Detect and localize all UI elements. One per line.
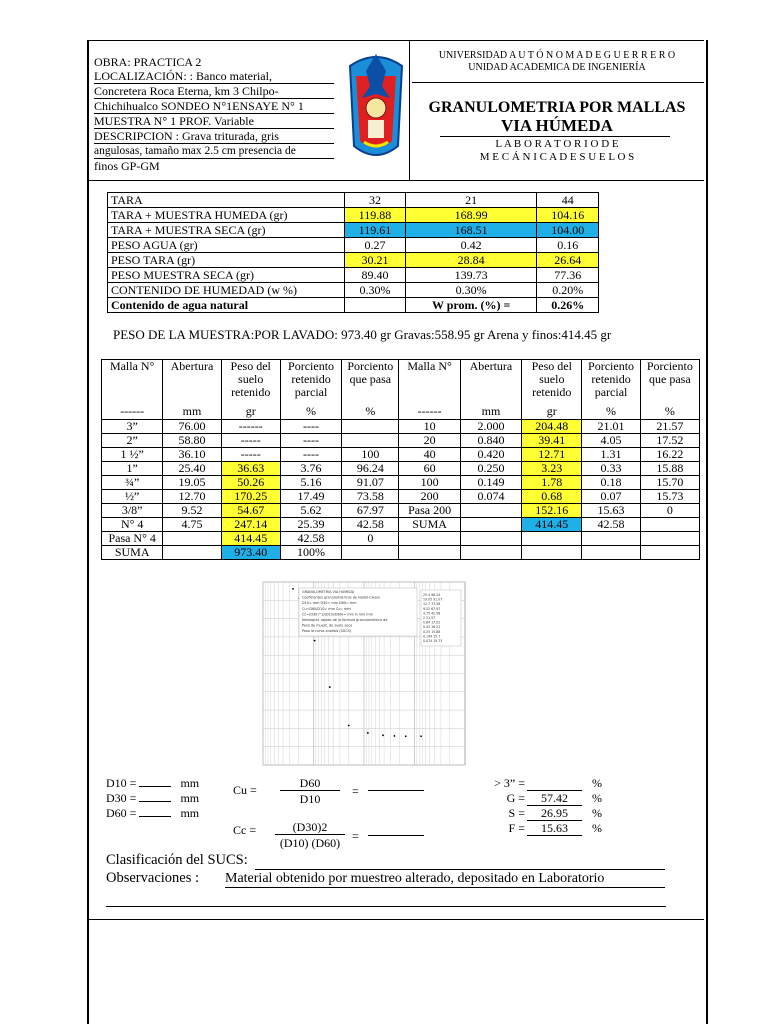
- chart-caption-text: Pasa la curva analisis (SUCS): [302, 629, 352, 634]
- humidity-value: 0.30%: [405, 283, 536, 298]
- sieve-cell: 170.25: [221, 490, 280, 504]
- muestra-line: MUESTRA N° 1 PROF. Variable: [94, 114, 334, 129]
- chart-data-box-text: 19.05 91.07: [423, 597, 443, 602]
- g-label: G =: [506, 791, 525, 805]
- cc-label: Cc =: [233, 823, 257, 837]
- sieve-cell: [640, 532, 699, 546]
- sieve-cell: 0.07: [582, 490, 640, 504]
- sieve-unit-cell: mm: [460, 404, 521, 420]
- humidity-value: 104.16: [537, 208, 599, 223]
- sieve-cell: 0.33: [582, 462, 640, 476]
- sieve-cell: 25.40: [163, 462, 221, 476]
- chart-caption-text: Nomograf. rapido de la formula granulometrica de: [302, 618, 388, 622]
- sieve-cell: 4.75: [163, 518, 221, 532]
- chart-data-box-text: 2 21.57: [423, 616, 436, 620]
- descripcion-line-2: angulosas, tamaño max 2.5 cm presencia de: [94, 144, 334, 159]
- sieve-cell: 0.420: [460, 448, 521, 462]
- humidity-value: 0.42: [405, 238, 536, 253]
- sieve-cell: [640, 518, 699, 532]
- sieve-cell: 36.63: [221, 462, 280, 476]
- granulometric-chart: [255, 580, 472, 775]
- humidity-value: 30.21: [345, 253, 406, 268]
- chart-caption-text: Peso de muest. de suelo seco: [302, 623, 353, 628]
- cu-denominator: D10: [299, 792, 321, 806]
- sieve-header-cell: Malla N°: [102, 360, 163, 405]
- s-label: S =: [508, 806, 525, 820]
- empty-cell: [345, 298, 406, 313]
- sieve-header-cell: Porciento que pasa: [342, 360, 399, 405]
- humidity-value: 28.84: [405, 253, 536, 268]
- wprom-label: W prom. (%) =: [405, 298, 536, 313]
- sieve-cell: 152.16: [522, 504, 582, 518]
- humidity-value: 77.36: [537, 268, 599, 283]
- sieve-header-cell: Abertura: [460, 360, 521, 405]
- sieve-cell: [342, 546, 399, 560]
- sieve-cell: 1 ½”: [102, 448, 163, 462]
- sieve-cell: 73.58: [342, 490, 399, 504]
- cu-equals: =: [352, 784, 359, 798]
- sieve-cell: 58.80: [163, 434, 221, 448]
- humidity-row: [108, 283, 599, 298]
- humidity-value: 139.73: [405, 268, 536, 283]
- humidity-row: [108, 208, 599, 223]
- sieve-cell: 2”: [102, 434, 163, 448]
- humidity-row-label: CONTENIDO DE HUMEDAD (w %): [108, 283, 345, 298]
- sieve-cell: N° 4: [102, 518, 163, 532]
- gt3-pct: %: [592, 776, 602, 790]
- humidity-row-label: TARA: [108, 193, 345, 208]
- chart-caption-text: Cu=D60/D10= mm Cc= mm: [302, 606, 351, 611]
- sieve-cell: 0.250: [460, 462, 521, 476]
- sieve-row: [102, 504, 700, 518]
- natural-water-label: Contenido de agua natural: [108, 298, 345, 313]
- chart-data-box-text: 12.7 73.58: [423, 602, 441, 607]
- sieve-cell: 0: [640, 504, 699, 518]
- sieve-cell: Pasa 200: [399, 504, 460, 518]
- sieve-unit-cell: %: [280, 404, 341, 420]
- chart-caption-text: Coeficientes granulometricos de Hallet-Cleary: [302, 595, 381, 600]
- sieve-cell: 2.000: [460, 420, 521, 434]
- humidity-value: 119.88: [345, 208, 406, 223]
- sieve-cell: [460, 504, 521, 518]
- humidity-row: [108, 268, 599, 283]
- sieve-unit-cell: mm: [163, 404, 221, 420]
- sucs-label: Clasificación del SUCS:: [106, 852, 248, 868]
- header-vertical-divider: [409, 40, 410, 180]
- sieve-cell: 0.68: [522, 490, 582, 504]
- descripcion-line: DESCRIPCION : Grava triturada, gris: [94, 129, 334, 144]
- bottom-rule: [87, 919, 704, 920]
- sieve-cell: 247.14: [221, 518, 280, 532]
- chart-data-box-text: 0.84 17.52: [423, 620, 441, 625]
- cc-numerator: (D30)2: [275, 820, 345, 835]
- chart-data-point: [405, 735, 407, 737]
- chart-data-point: [314, 640, 316, 642]
- d60-label: D60 = mm: [106, 806, 200, 820]
- sieve-cell: 40: [399, 448, 460, 462]
- sieve-header-cell: Porciento retenido parcial: [582, 360, 640, 405]
- chart-data-box-text: 9.52 67.97: [423, 606, 441, 611]
- sieve-unit-cell: gr: [522, 404, 582, 420]
- observaciones-line-2: [106, 906, 666, 907]
- humidity-row: [108, 223, 599, 238]
- sieve-cell: 15.70: [640, 476, 699, 490]
- sieve-cell: 5.16: [280, 476, 341, 490]
- sieve-cell: 200: [399, 490, 460, 504]
- localizacion-line: LOCALIZACIÓN: : Banco material,: [94, 69, 334, 84]
- sieve-cell: 25.39: [280, 518, 341, 532]
- humidity-value: 32: [345, 193, 406, 208]
- sieve-cell: 10: [399, 420, 460, 434]
- cc-result-line: [368, 835, 424, 836]
- chart-data-point: [382, 734, 384, 736]
- chart-data-box-text: 0.149 15.7: [423, 634, 441, 639]
- header-university: [412, 50, 702, 74]
- chart-data-point: [367, 732, 369, 734]
- localizacion-line-2: Concretera Roca Eterna, km 3 Chilpo-: [94, 84, 334, 99]
- sieve-cell: [460, 518, 521, 532]
- sieve-cell: 5.62: [280, 504, 341, 518]
- sieve-cell: 0.840: [460, 434, 521, 448]
- sieve-header-row: [102, 360, 700, 405]
- sieve-cell: SUMA: [102, 546, 163, 560]
- f-value: 15.63: [527, 821, 582, 836]
- sieve-cell: 100: [399, 476, 460, 490]
- sieve-cell: 20: [399, 434, 460, 448]
- humidity-value: 119.61: [345, 223, 406, 238]
- sieve-cell: ------: [221, 420, 280, 434]
- sieve-cell: 3/8”: [102, 504, 163, 518]
- humidity-value: 89.40: [345, 268, 406, 283]
- cc-denominator: (D10) (D60): [279, 836, 341, 850]
- sieve-cell: Pasa N° 4: [102, 532, 163, 546]
- sieve-cell: 12.71: [522, 448, 582, 462]
- gt3-label: > 3” =: [494, 776, 525, 790]
- sieve-cell: 0.149: [460, 476, 521, 490]
- cu-result-line: [368, 790, 424, 791]
- sieve-cell: -----: [221, 448, 280, 462]
- humidity-row-label: TARA + MUESTRA HUMEDA (gr): [108, 208, 345, 223]
- d10-label: D10 = mm: [106, 776, 200, 790]
- lab-title-1: L A B O R A T O R I O D E: [495, 138, 619, 150]
- sieve-cell: 3”: [102, 420, 163, 434]
- chart-data-box-text: 0.42 16.22: [423, 625, 441, 630]
- chart-caption-text: Cc=(D30)^2/(D10xD60)= mm G mm mm: [302, 612, 373, 617]
- sieve-cell: 15.63: [582, 504, 640, 518]
- sieve-cell: 1”: [102, 462, 163, 476]
- sieve-cell: SUMA: [399, 518, 460, 532]
- sieve-row: [102, 518, 700, 532]
- sieve-cell: [399, 546, 460, 560]
- sieve-cell: ½”: [102, 490, 163, 504]
- observaciones-label: Observaciones :: [106, 870, 200, 886]
- sieve-cell: [582, 532, 640, 546]
- sieve-cell: 15.73: [640, 490, 699, 504]
- sieve-cell: 1.31: [582, 448, 640, 462]
- lab-title: [412, 138, 702, 164]
- cu-label: Cu =: [233, 783, 257, 797]
- chart-caption-text: GRANULOMETRIA VIA HUMEDA: [302, 590, 355, 594]
- sieve-cell: ----: [280, 434, 341, 448]
- title-granulometria: GRANULOMETRIA POR MALLAS: [428, 99, 686, 116]
- observaciones-value: Material obtenido por muestreo alterado, depositado en Laboratorio: [225, 871, 665, 888]
- sieve-cell: ¾”: [102, 476, 163, 490]
- sieve-header-cell: Peso del suelo retenido: [522, 360, 582, 405]
- humidity-row: [108, 253, 599, 268]
- sondeo-line: Chichihualco SONDEO N°1ENSAYE N° 1: [94, 99, 334, 114]
- sieve-cell: 54.67: [221, 504, 280, 518]
- sieve-cell: 16.22: [640, 448, 699, 462]
- sieve-cell: [342, 420, 399, 434]
- g-value: 57.42: [527, 791, 582, 806]
- sieve-cell: 1.78: [522, 476, 582, 490]
- header-divider: [412, 82, 704, 83]
- chart-data-point: [348, 725, 350, 727]
- sieve-cell: 50.26: [221, 476, 280, 490]
- sieve-cell: 67.97: [342, 504, 399, 518]
- sieve-header-cell: Abertura: [163, 360, 221, 405]
- sieve-row: [102, 532, 700, 546]
- chart-data-box-text: 25.4 96.24: [423, 593, 441, 597]
- chart-data-point: [420, 735, 422, 737]
- sieve-cell: 17.49: [280, 490, 341, 504]
- sieve-cell: ----: [280, 420, 341, 434]
- f-pct: %: [592, 821, 602, 835]
- sieve-cell: 19.05: [163, 476, 221, 490]
- chart-data-point: [329, 686, 331, 688]
- humidity-table: [107, 192, 599, 313]
- top-border: [87, 40, 704, 41]
- sieve-row: [102, 546, 700, 560]
- sieve-cell: [342, 434, 399, 448]
- sieve-unit-cell: gr: [221, 404, 280, 420]
- chart-data-point: [292, 588, 294, 590]
- humidity-row-label: TARA + MUESTRA SECA (gr): [108, 223, 345, 238]
- lab-title-2: M E C Á N I C A D E S U E L O S: [479, 151, 635, 163]
- peso-muestra-line: PESO DE LA MUESTRA:POR LAVADO: 973.40 gr Gravas:558.95 gr Arena y finos:414.45 gr: [113, 327, 612, 342]
- sieve-cell: 414.45: [221, 532, 280, 546]
- d30-label: D30 = mm: [106, 791, 200, 805]
- sieve-cell: 91.07: [342, 476, 399, 490]
- sieve-units-row: [102, 404, 700, 420]
- sieve-cell: [640, 546, 699, 560]
- sieve-cell: 0: [342, 532, 399, 546]
- f-label: F =: [508, 821, 525, 835]
- sieve-unit-cell: %: [640, 404, 699, 420]
- sieve-cell: [399, 532, 460, 546]
- sucs-value-line: [255, 869, 665, 870]
- sieve-row: [102, 448, 700, 462]
- title-underline: [440, 136, 670, 137]
- sieve-cell: 204.48: [522, 420, 582, 434]
- sieve-cell: 42.58: [280, 532, 341, 546]
- sieve-cell: 42.58: [582, 518, 640, 532]
- sieve-cell: 973.40: [221, 546, 280, 560]
- sieve-row: [102, 490, 700, 504]
- sieve-cell: 60: [399, 462, 460, 476]
- doc-title: [412, 99, 702, 135]
- university-name: UNIVERSIDAD A U T Ó N O M A D E G U E R R E R O: [438, 50, 676, 61]
- chart-data-point: [394, 735, 396, 737]
- sieve-cell: 76.00: [163, 420, 221, 434]
- sieve-cell: ----: [280, 448, 341, 462]
- sieve-cell: 21.01: [582, 420, 640, 434]
- sieve-cell: 96.24: [342, 462, 399, 476]
- sieve-cell: 100: [342, 448, 399, 462]
- sieve-cell: 21.57: [640, 420, 699, 434]
- humidity-value: 44: [537, 193, 599, 208]
- sieve-cell: 3.76: [280, 462, 341, 476]
- humidity-row: [108, 193, 599, 208]
- cc-equals: =: [352, 829, 359, 843]
- humidity-row-label: PESO MUESTRA SECA (gr): [108, 268, 345, 283]
- sieve-row: [102, 476, 700, 490]
- humidity-row: [108, 238, 599, 253]
- humidity-value: 0.16: [537, 238, 599, 253]
- academic-unit: UNIDAD ACADEMICA DE INGENIERÍA: [468, 62, 646, 73]
- sieve-cell: 15.88: [640, 462, 699, 476]
- sieve-unit-cell: ------: [399, 404, 460, 420]
- cu-numerator: D60: [280, 776, 340, 791]
- sieve-unit-cell: %: [342, 404, 399, 420]
- university-logo: [346, 46, 406, 166]
- humidity-value: 21: [405, 193, 536, 208]
- sieve-header-cell: Peso del suelo retenido: [221, 360, 280, 405]
- sieve-cell: 9.52: [163, 504, 221, 518]
- sieve-cell: 0.18: [582, 476, 640, 490]
- sieve-cell: [163, 532, 221, 546]
- humidity-value: 168.99: [405, 208, 536, 223]
- sieve-header-cell: Malla N°: [399, 360, 460, 405]
- sieve-cell: 3.23: [522, 462, 582, 476]
- sieve-cell: [522, 532, 582, 546]
- sieve-cell: 12.70: [163, 490, 221, 504]
- humidity-value: 0.20%: [537, 283, 599, 298]
- wprom-value: 0.26%: [537, 298, 599, 313]
- humidity-value: 104.00: [537, 223, 599, 238]
- sieve-header-cell: Porciento que pasa: [640, 360, 699, 405]
- sieve-cell: 36.10: [163, 448, 221, 462]
- humidity-row-label: PESO TARA (gr): [108, 253, 345, 268]
- sieve-unit-cell: ------: [102, 404, 163, 420]
- sieve-cell: -----: [221, 434, 280, 448]
- obra-line: OBRA: PRACTICA 2: [94, 55, 202, 69]
- header-info: [94, 55, 334, 173]
- humidity-value: 168.51: [405, 223, 536, 238]
- humidity-value: 26.64: [537, 253, 599, 268]
- chart-data-box-text: 4.75 42.58: [423, 611, 441, 616]
- sieve-cell: [460, 546, 521, 560]
- sieve-row: [102, 462, 700, 476]
- chart-data-box-text: 0.25 15.88: [423, 629, 441, 634]
- chart-data-box-text: 0.074 15.73: [423, 639, 443, 643]
- humidity-row-label: PESO AGUA (gr): [108, 238, 345, 253]
- header-bottom-rule: [87, 180, 704, 181]
- sieve-cell: 4.05: [582, 434, 640, 448]
- sieve-cell: 42.58: [342, 518, 399, 532]
- descripcion-line-3: finos GP-GM: [94, 159, 160, 173]
- s-pct: %: [592, 806, 602, 820]
- humidity-value: 0.30%: [345, 283, 406, 298]
- sieve-cell: 414.45: [522, 518, 582, 532]
- sieve-cell: [522, 546, 582, 560]
- g-pct: %: [592, 791, 602, 805]
- sieve-unit-cell: %: [582, 404, 640, 420]
- sieve-cell: 0.074: [460, 490, 521, 504]
- sieve-row: [102, 434, 700, 448]
- sieve-header-cell: Porciento retenido parcial: [280, 360, 341, 405]
- sieve-cell: [582, 546, 640, 560]
- chart-svg: [255, 580, 472, 775]
- sieve-row: [102, 420, 700, 434]
- chart-caption-text: D10= mm D30= mm D60= mm: [302, 601, 357, 606]
- sieve-cell: 17.52: [640, 434, 699, 448]
- title-via-humeda: VIA HÚMEDA: [501, 116, 613, 135]
- sieve-cell: [163, 546, 221, 560]
- humidity-value: 0.27: [345, 238, 406, 253]
- s-value: 26.95: [527, 806, 582, 821]
- sieve-cell: 39.41: [522, 434, 582, 448]
- sieve-cell: 100%: [280, 546, 341, 560]
- humidity-summary-row: [108, 298, 599, 313]
- sieve-table: [101, 359, 700, 560]
- sieve-cell: [460, 532, 521, 546]
